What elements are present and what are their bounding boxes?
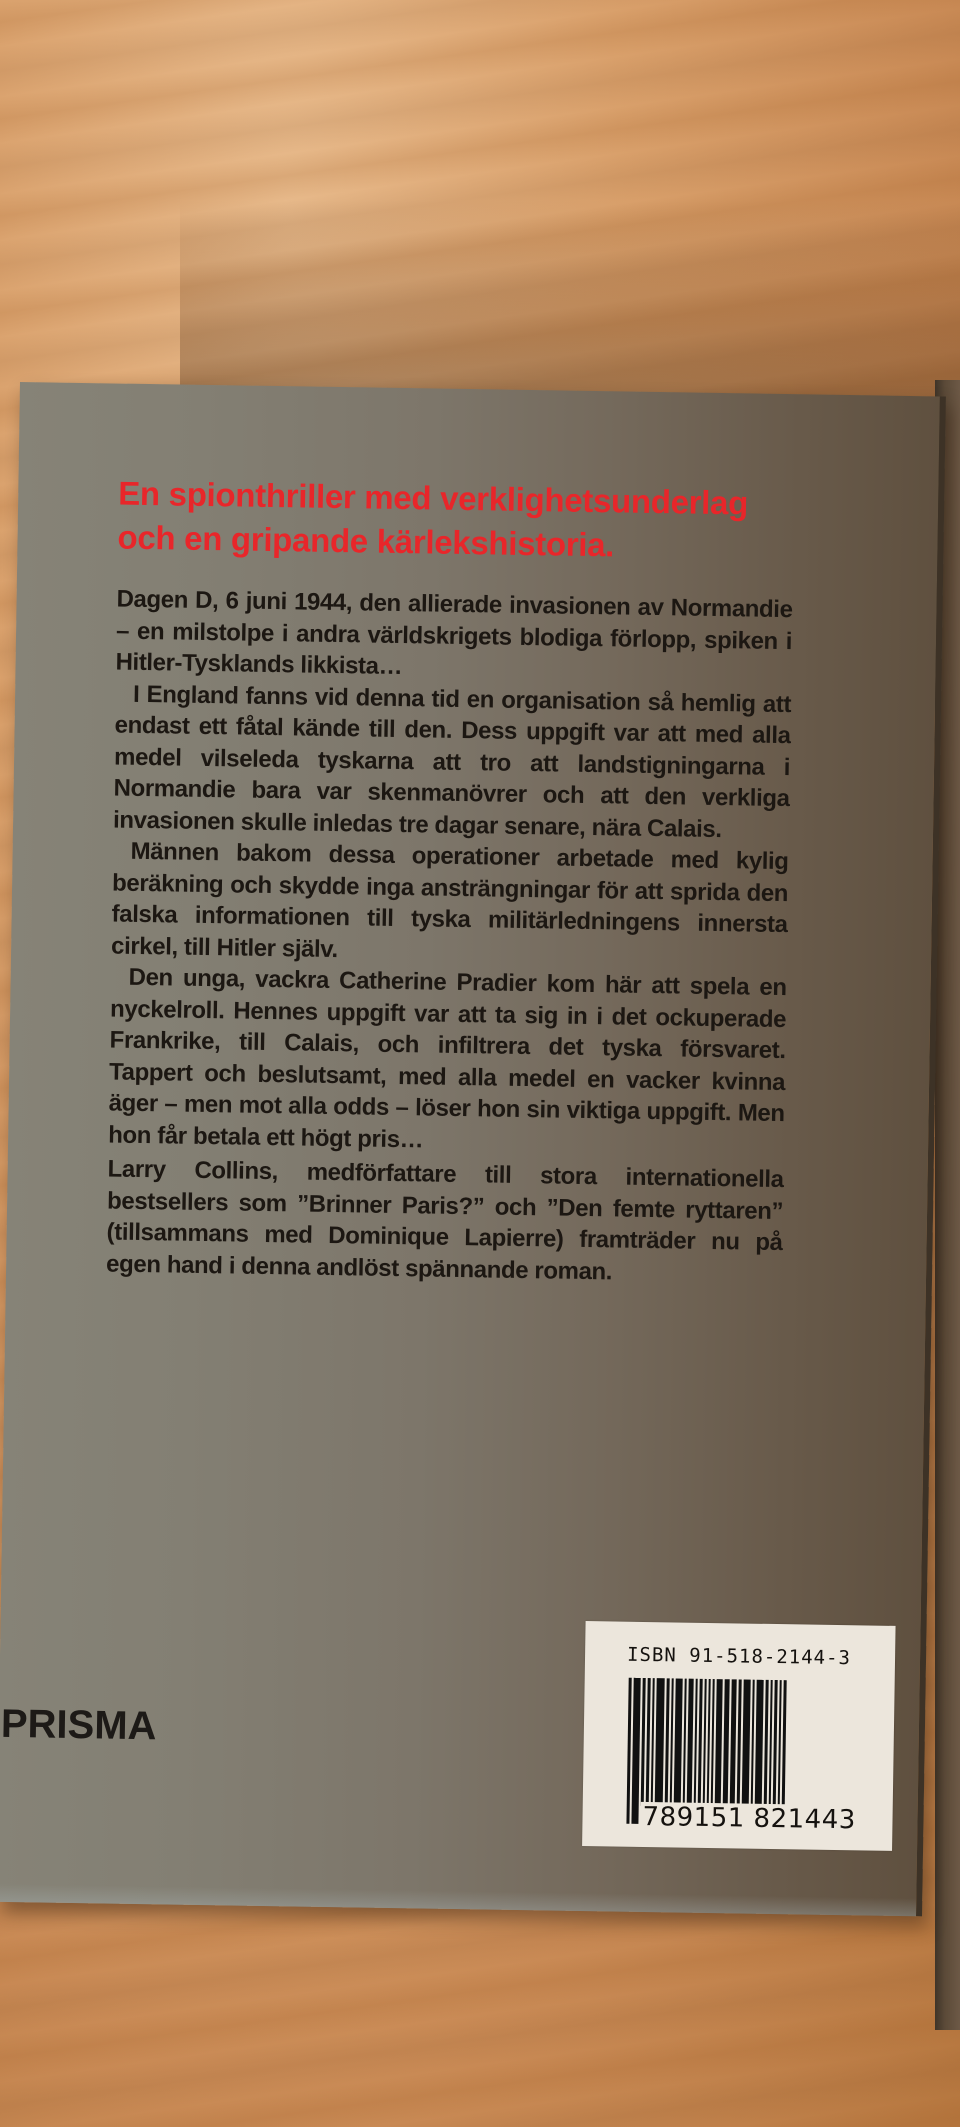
book-back-cover <box>0 382 946 1916</box>
blurb-paragraph: I England fanns vid denna tid en organisation så hemlig att endast ett fåtal kände till den. Dess uppgift var att med alla medel vilseleda tyskarna att tro att landstigningarna i Normandie bara var skenmanövrer och att den verkliga invasionen skulle inledas tre dagar senare, nära Calais. <box>112 680 792 843</box>
tagline-line-2: och en gripande kärlekshistoria. <box>117 518 615 564</box>
publisher-logo: PRISMA <box>0 1701 157 1749</box>
barcode-label <box>582 1621 895 1851</box>
table-wood-grain <box>180 200 960 400</box>
blurb <box>108 584 793 1162</box>
barcode-digits: 789151 821443 <box>642 1801 857 1836</box>
blurb-paragraph: Männen bakom dessa operationer arbetade med kylig beräkning och skydde inga ansträngningar för att sprida den falska informationen till tyska militärledningens innersta cirkel, till Hitler själv. <box>110 837 789 963</box>
isbn-number: ISBN 91-518-2144-3 <box>626 1643 852 1670</box>
blurb-paragraph: Den unga, vackra Catherine Pradier kom här att spela en nyckelroll. Hennes uppgift var att ta sig in i det ockuperade Frankrike, till Calais, och infiltrera det tyska försvaret. Tappert och beslutsamt, med alla medel en vacker kvinna äger – men mot alla odds – löser hon sin viktiga uppgift. Men hon får betala ett högt pris… <box>107 963 787 1153</box>
tagline <box>117 472 898 572</box>
blurb-paragraph: Dagen D, 6 juni 1944, den allierade invasionen av Normandie – en milstolpe i andra världskrigets blodiga förlopp, spiken i Hitler-Tysklands likkista… <box>115 585 793 681</box>
author-note: Larry Collins, medförfattare till stora internationella bestsellers som ”Brinner Paris?” och ”Den femte ryttaren” (tillsammans med Dominique Lapierre) framträder nu på egen hand i denna andlöst spännande roman. <box>105 1155 784 1285</box>
tagline-line-1: En spionthriller med verklighetsunderlag <box>117 474 749 522</box>
